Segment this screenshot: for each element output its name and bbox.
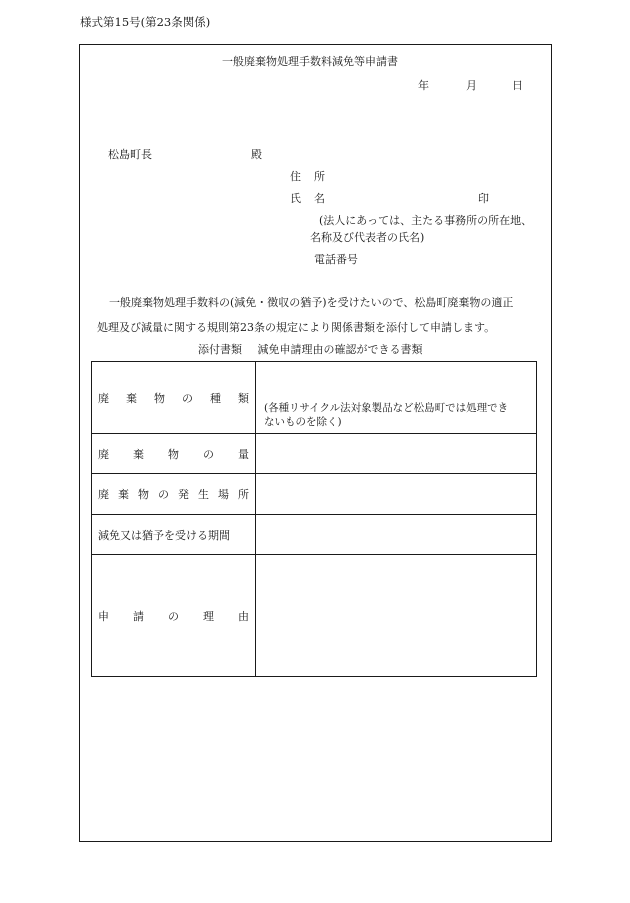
date-month[interactable]: 月 <box>466 79 477 92</box>
corporate-note-line2: 名称及び代表者の氏名) <box>310 231 425 244</box>
form-number: 様式第15号(第23条関係) <box>80 15 211 29</box>
reduction-period-field[interactable] <box>256 515 537 555</box>
addressee-honorific: 殿 <box>251 148 262 161</box>
phone-label: 電話番号 <box>314 253 358 266</box>
date-day[interactable]: 日 <box>512 79 523 92</box>
attachments-value: 減免申請理由の確認ができる書類 <box>257 343 423 356</box>
waste-type-label: 廃 棄 物 の 種 類 <box>92 362 256 434</box>
table-row <box>92 515 537 555</box>
address-label-2: 所 <box>314 170 325 183</box>
date-year[interactable]: 年 <box>418 79 429 92</box>
application-reason-label: 申 請 の 理 由 <box>92 555 256 677</box>
application-table <box>91 361 537 677</box>
addressee-name: 松島町長 <box>108 148 152 161</box>
waste-type-note: (各種リサイクル法対象製品など松島町では処理でき ないものを除く) <box>264 402 509 428</box>
name-label-1: 氏 <box>290 192 301 205</box>
form-title: 一般廃棄物処理手数料減免等申請書 <box>222 55 398 68</box>
name-label-2: 名 <box>314 192 325 205</box>
attachments-label: 添付書類 <box>198 343 242 356</box>
waste-location-field[interactable] <box>256 474 537 515</box>
table-row <box>92 362 537 434</box>
attachments <box>198 341 423 357</box>
body-text-line1: 一般廃棄物処理手数料の(減免・徴収の猶予)を受けたいので、松島町廃棄物の適正 <box>109 296 514 309</box>
waste-amount-label: 廃 棄 物 の 量 <box>92 434 256 474</box>
corporate-note-line1: (法人にあっては、主たる事務所の所在地、 <box>319 214 533 227</box>
application-reason-field[interactable] <box>256 555 537 677</box>
seal-mark: 印 <box>478 192 489 205</box>
table-row <box>92 555 537 677</box>
table-row <box>92 434 537 474</box>
waste-location-label: 廃 棄 物 の 発 生 場 所 <box>92 474 256 515</box>
waste-type-field[interactable] <box>256 362 537 434</box>
reduction-period-label: 減免又は猶予を受ける期間 <box>92 515 256 555</box>
table-row <box>92 474 537 515</box>
waste-amount-field[interactable] <box>256 434 537 474</box>
body-text-line2: 処理及び減量に関する規則第23条の規定により関係書類を添付して申請します。 <box>97 321 496 334</box>
address-label-1: 住 <box>290 170 301 183</box>
